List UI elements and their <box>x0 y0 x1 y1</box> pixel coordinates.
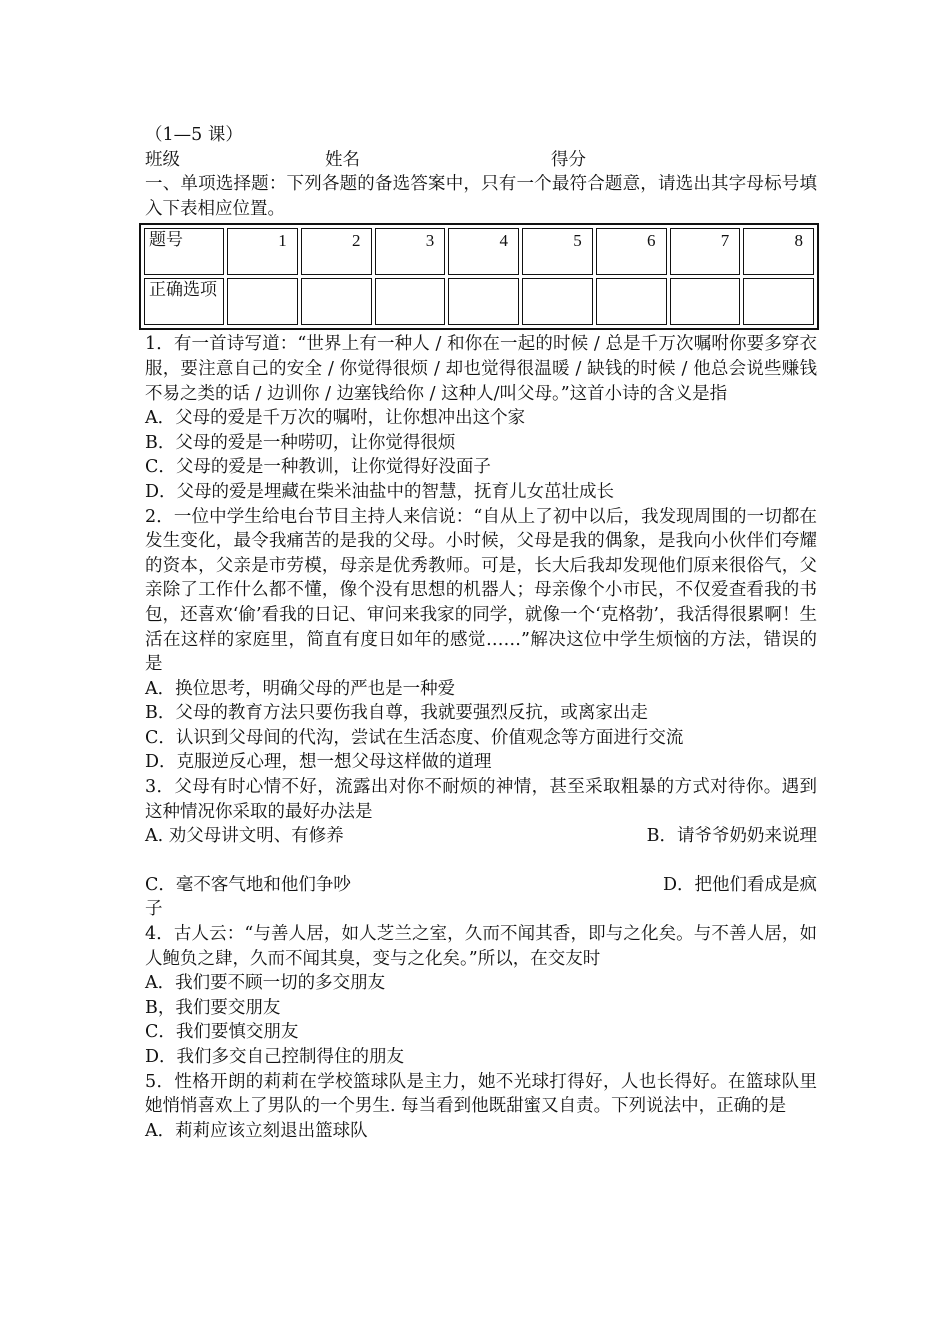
question-1-stem: 1．有一首诗写道：“世界上有一种人 / 和你在一起的时候 / 总是千万次嘱咐你要多穿衣服，要注意自己的安全 / 你觉得很烦 / 却也觉得很温暖 / 缺钱的时候 / 他总会说些赚钱不易之类的话 / 边训你 / 边塞钱给你 / 这种人/叫父母。”这首小诗的含义是指 <box>145 334 817 404</box>
question-3-option-d-wrap: 子 <box>145 899 163 920</box>
question-4-stem: 4．古人云：“与善人居，如人芝兰之室，久而不闻其香，即与之化矣。与不善人居，如人鲍负之肆，久而不闻其臭，变与之化矣。”所以，在交友时 <box>145 924 817 969</box>
question-3-options-cd <box>145 873 817 898</box>
spacer <box>145 849 817 873</box>
answer-table-number-row <box>144 228 814 275</box>
question-number-cell: 1 <box>227 228 298 275</box>
section1-instruction: 一、单项选择题：下列各题的备选答案中，只有一个最符合题意，请选出其字母标号填入下表相应位置。 <box>145 174 817 219</box>
question-1-option-d: D．父母的爱是埋藏在柴米油盐中的智慧，抚育儿女茁壮成长 <box>145 481 615 502</box>
question-2-option-a: A．换位思考，明确父母的严也是一种爱 <box>145 678 456 699</box>
question-number-cell: 7 <box>670 228 741 275</box>
question-3-option-b: B．请爷爷奶奶来说理 <box>646 826 817 847</box>
answer-cell[interactable] <box>596 278 667 325</box>
question-number-cell: 5 <box>522 228 593 275</box>
question-4-option-d: D．我们多交自己控制得住的朋友 <box>145 1047 405 1067</box>
name-label: 姓名 <box>325 149 360 170</box>
question-2-stem: 2．一位中学生给电台节目主持人来信说：“自从上了初中以后，我发现周围的一切都在发生变化，最令我痛苦的是我的父母。小时候，父母是我的偶象，是我向小伙伴们夸耀的资本，父亲是市劳模，母亲是优秀教师。可是，长大后我却发现他们原来很俗气，父亲除了工作什么都不懂，像个没有思想的机器人；母亲像个小市民，不仅爱查看我的书包，还喜欢‘偷’看我的日记、审问来我家的同学，就像一个‘克格勃’，我活得很累啊！生活在这样的家庭里，简直有度日如年的感觉……”解决这位中学生烦恼的方法，错误的是 <box>145 506 817 675</box>
question-number-cell: 4 <box>448 228 519 275</box>
class-label: 班级 <box>145 149 180 170</box>
question-1-option-a: A．父母的爱是千万次的嘱咐，让你想冲出这个家 <box>145 408 526 429</box>
question-number-label: 题号 <box>144 228 224 275</box>
question-number-cell: 6 <box>596 228 667 275</box>
answer-cell[interactable] <box>448 278 519 325</box>
question-4-option-c: C．我们要慎交朋友 <box>145 1022 299 1043</box>
question-3-option-d: D．把他们看成是疯 <box>662 874 817 895</box>
question-2-option-d: D．克服逆反心理，想一想父母这样做的道理 <box>145 752 492 773</box>
question-3-stem: 3．父母有时心情不好，流露出对你不耐烦的神情，甚至采取粗暴的方式对待你。遇到这种情况你采取的最好办法是 <box>145 777 817 822</box>
answer-cell[interactable] <box>743 278 814 325</box>
question-5-option-a: A．莉莉应该立刻退出篮球队 <box>145 1120 368 1141</box>
question-number-cell: 8 <box>743 228 814 275</box>
question-number-cell: 3 <box>375 228 446 275</box>
exam-page <box>145 123 817 1143</box>
answer-table-answer-row <box>144 278 814 325</box>
question-3-option-a: A. 劝父母讲文明、有修养 <box>145 826 344 847</box>
question-5-stem: 5．性格开朗的莉莉在学校篮球队是主力，她不光球打得好，人也长得好。在篮球队里她悄悄喜欢上了男队的一个男生. 每当看到他既甜蜜又自责。下列说法中，正确的是 <box>145 1071 817 1117</box>
answer-cell[interactable] <box>301 278 372 325</box>
answer-cell[interactable] <box>375 278 446 325</box>
question-4-option-b: B，我们要交朋友 <box>145 997 281 1018</box>
score-label: 得分 <box>551 149 586 170</box>
question-number-cell: 2 <box>301 228 372 275</box>
answer-table <box>139 223 819 330</box>
answer-cell[interactable] <box>670 278 741 325</box>
question-4-option-a: A．我们要不顾一切的多交朋友 <box>145 973 386 994</box>
answer-cell[interactable] <box>522 278 593 325</box>
question-2-option-b: B．父母的教育方法只要伤我自尊，我就要强烈反抗，或离家出走 <box>145 703 648 724</box>
lessons-range: （1—5 课） <box>145 125 243 145</box>
question-2-option-c: C．认识到父母间的代沟，尝试在生活态度、价值观念等方面进行交流 <box>145 727 684 748</box>
student-info-row <box>145 148 817 173</box>
question-3-option-c: C．毫不客气地和他们争吵 <box>145 874 351 895</box>
correct-option-label: 正确选项 <box>144 278 224 325</box>
question-1-option-c: C．父母的爱是一种教训，让你觉得好没面子 <box>145 457 491 478</box>
answer-cell[interactable] <box>227 278 298 325</box>
question-3-options-ab <box>145 824 817 849</box>
question-1-option-b: B．父母的爱是一种唠叨，让你觉得很烦 <box>145 432 456 453</box>
